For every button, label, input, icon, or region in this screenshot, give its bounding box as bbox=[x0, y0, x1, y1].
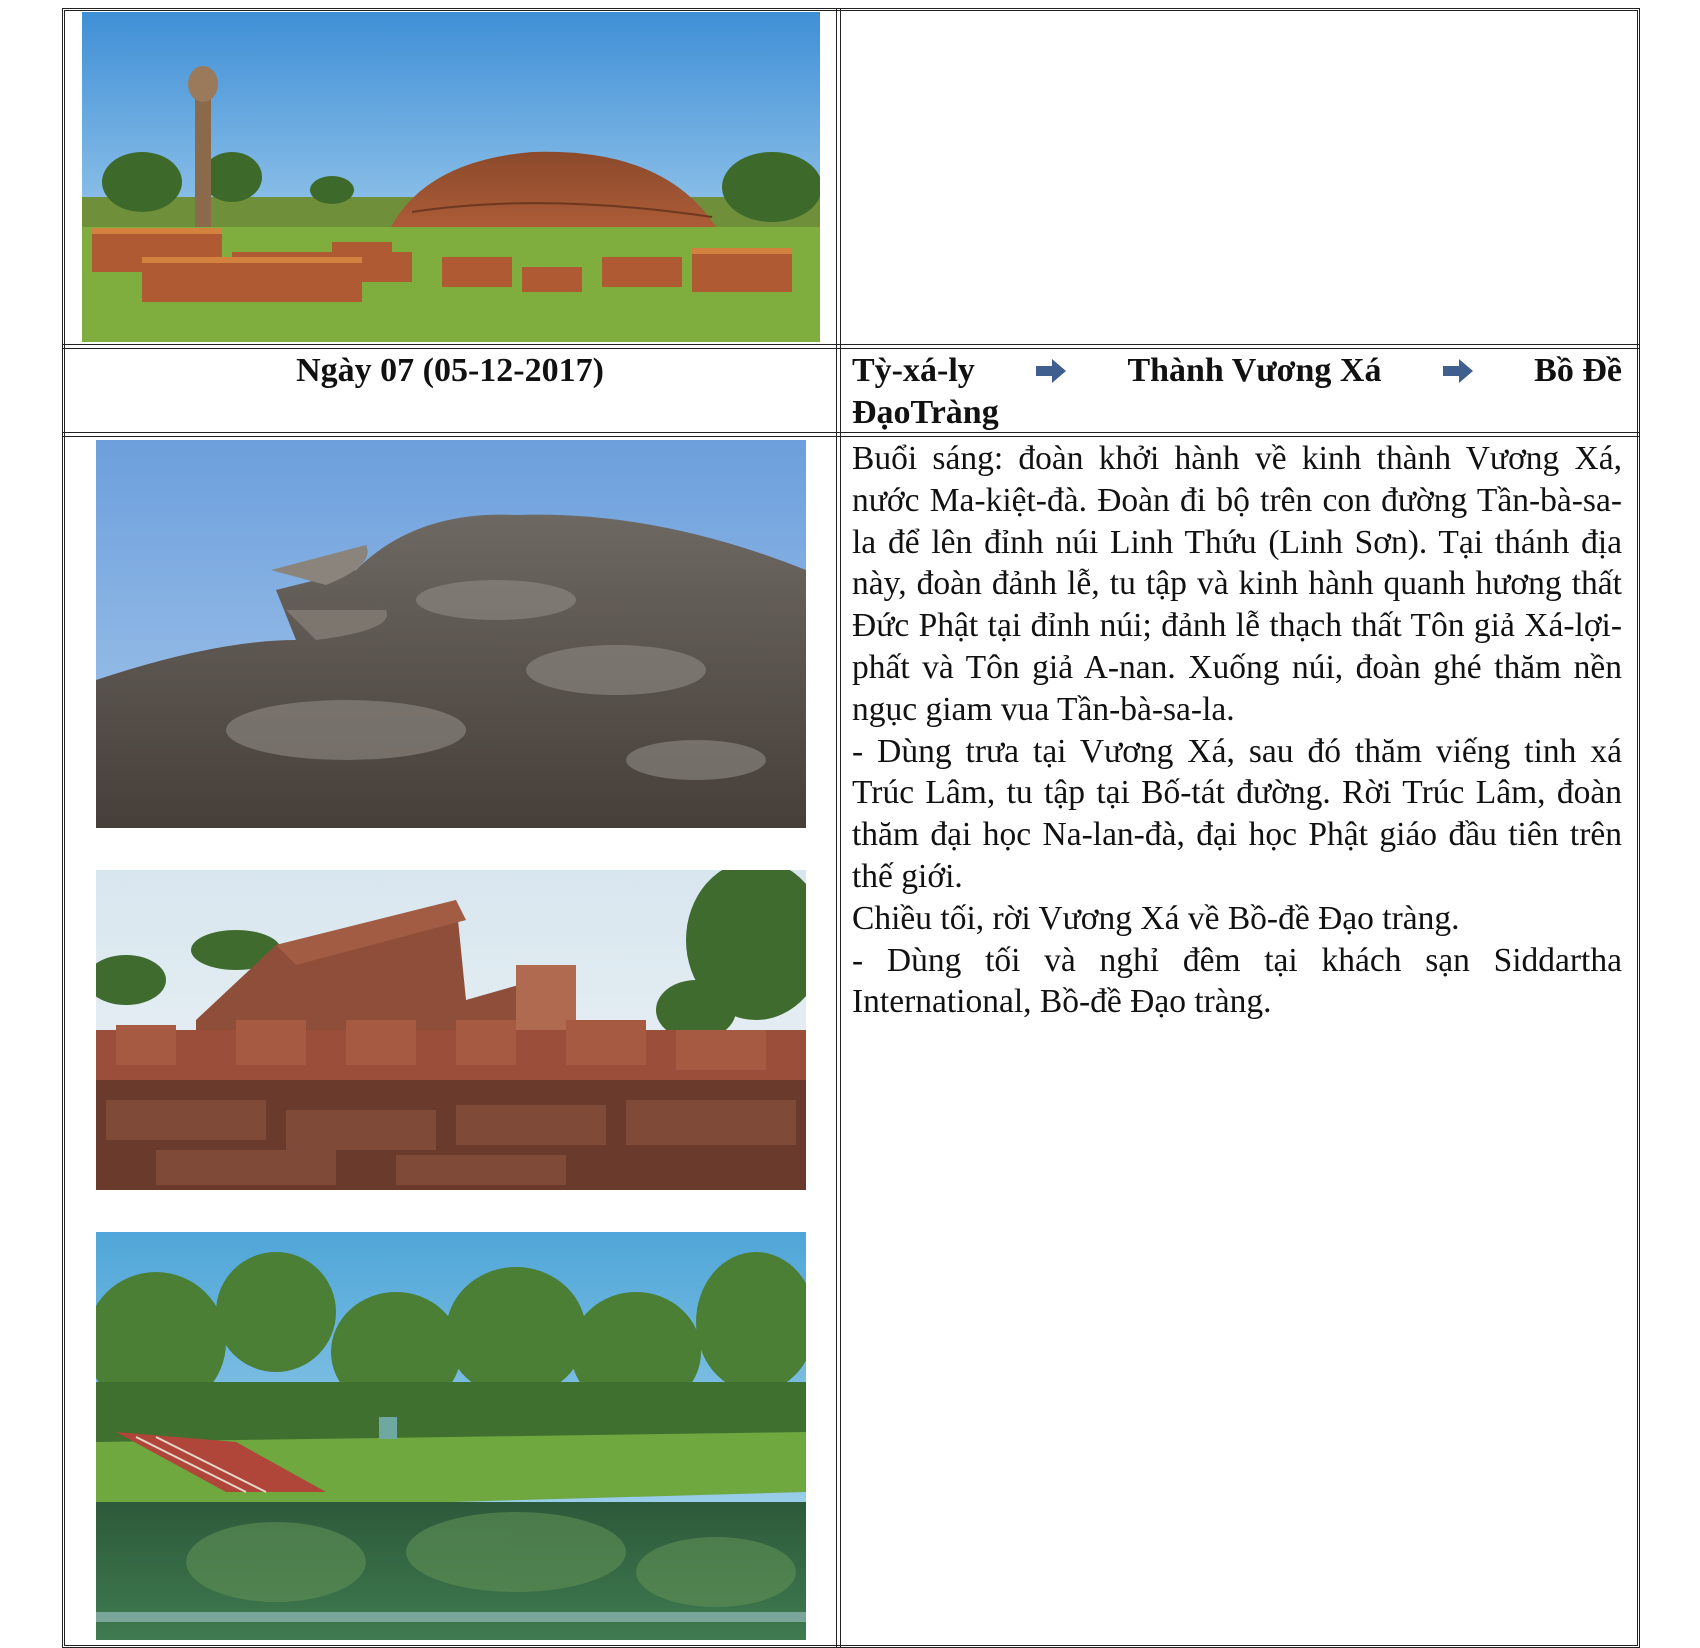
column-divider bbox=[836, 8, 841, 1648]
route-stop: Tỳ-xá-ly bbox=[852, 352, 975, 389]
route-heading bbox=[852, 350, 1622, 434]
description-paragraph: Buổi sáng: đoàn khởi hành về kinh thành Vương Xá, nước Ma-kiệt-đà. Đoàn đi bộ trên con đường Tần-bà-sa-la để lên đỉnh núi Linh Thứu (Linh Sơn). Tại thánh địa này, đoàn đảnh lễ, tu tập và kinh hành quanh hương thất Đức Phật tại đỉnh núi; đảnh lễ thạch thất Tôn giả Xá-lợi-phất và Tôn giả A-nan. Xuống núi, đoàn ghé thăm nền ngục giam vua Tần-bà-sa-la. bbox=[852, 440, 1622, 728]
description-paragraph: - Dùng tối và nghỉ đêm tại khách sạn Siddartha International, Bồ-đề Đạo tràng. bbox=[852, 941, 1622, 1021]
photo-nalanda-ruins bbox=[96, 870, 806, 1190]
photo-bamboo-grove-pond bbox=[96, 1232, 806, 1640]
photo-vulture-peak-rock bbox=[96, 440, 806, 828]
route-stop: Thành Vương Xá bbox=[1127, 352, 1382, 389]
description-paragraph: - Dùng trưa tại Vương Xá, sau đó thăm viếng tinh xá Trúc Lâm, tu tập tại Bố-tát đường. Rời Trúc Lâm, đoàn thăm đại học Na-lan-đà, đại học Phật giáo đầu tiên trên thế giới. bbox=[852, 732, 1622, 895]
description-paragraph: Chiều tối, rời Vương Xá về Bồ-đề Đạo tràng. bbox=[852, 899, 1460, 937]
day-description bbox=[852, 438, 1622, 1023]
right-arrow-icon bbox=[1036, 359, 1066, 383]
photo-ashoka-pillar-stupa bbox=[82, 12, 820, 342]
route-stop: Bồ Đề bbox=[1534, 352, 1622, 389]
route-stop: ĐạoTràng bbox=[852, 394, 999, 431]
right-arrow-icon bbox=[1443, 359, 1473, 383]
day-title: Ngày 07 (05-12-2017) bbox=[296, 352, 604, 389]
row-divider bbox=[62, 344, 1640, 349]
